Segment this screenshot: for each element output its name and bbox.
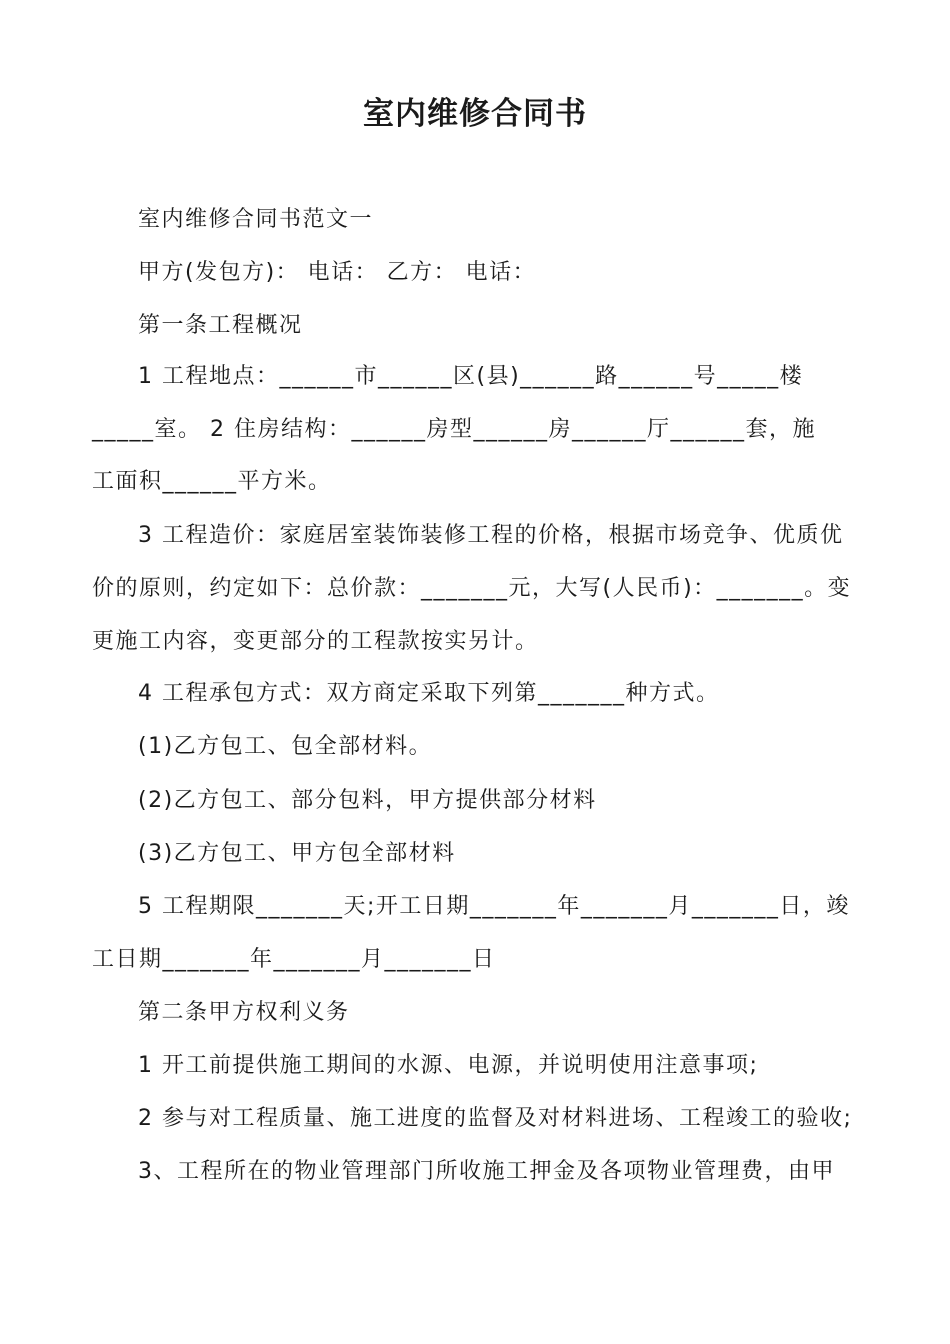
paragraph-line: _____室。 2 住房结构：______房型______房______厅______套，施 xyxy=(92,417,816,442)
paragraph-line: 1 开工前提供施工期间的水源、电源，并说明使用注意事项; xyxy=(138,1053,759,1078)
paragraph-line: 室内维修合同书范文一 xyxy=(138,207,374,232)
paragraph-line: 3、工程所在的物业管理部门所收施工押金及各项物业管理费，由甲 xyxy=(138,1159,835,1184)
paragraph-line: 3 工程造价：家庭居室装饰装修工程的价格，根据市场竞争、优质优 xyxy=(138,523,844,548)
paragraph-line: 5 工程期限_______天;开工日期_______年_______月_______日，竣 xyxy=(138,894,850,919)
paragraph-line: 甲方(发包方)： 电话： 乙方： 电话： xyxy=(138,260,537,285)
paragraph-line: 2 参与对工程质量、施工进度的监督及对材料进场、工程竣工的验收; xyxy=(138,1106,853,1131)
paragraph-line: 更施工内容，变更部分的工程款按实另计。 xyxy=(92,629,539,654)
paragraph-line: 1 工程地点：______市______区(县)______路______号_____楼 xyxy=(138,364,804,389)
paragraph-line: 工面积______平方米。 xyxy=(92,469,332,494)
section-heading: 第二条甲方权利义务 xyxy=(138,1000,350,1025)
list-item: (1)乙方包工、包全部材料。 xyxy=(138,734,433,759)
list-item: (3)乙方包工、甲方包全部材料 xyxy=(138,841,456,866)
paragraph-line: 4 工程承包方式：双方商定采取下列第_______种方式。 xyxy=(138,681,720,706)
paragraph-line: 价的原则，约定如下：总价款：_______元，大写(人民币)：_______。变 xyxy=(92,576,852,601)
page-title: 室内维修合同书 xyxy=(363,96,587,132)
paragraph-line: 工日期_______年_______月_______日 xyxy=(92,947,496,972)
section-heading: 第一条工程概况 xyxy=(138,313,303,338)
list-item: (2)乙方包工、部分包料，甲方提供部分材料 xyxy=(138,788,597,813)
